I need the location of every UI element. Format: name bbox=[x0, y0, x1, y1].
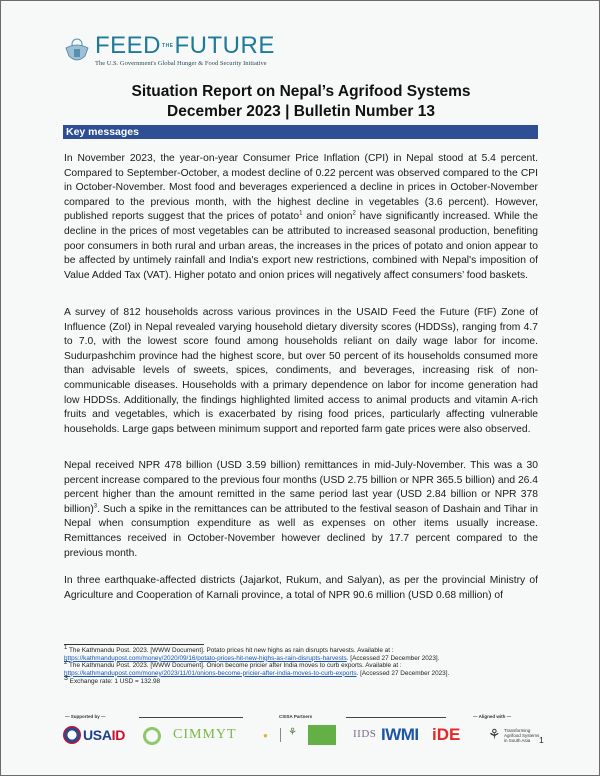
paragraph-household-survey: A survey of 812 households across various provinces in the USAID Feed the Future (FtF) Zone of Influence (ZoI) in Nepal revealed varying household dietary diversity scores (HDDSs), ranging from 4.7 to 7.0, with the lowest score found among households reliant on daily wage labor for income. Sudurpashchim province had the highest score, but over 50 percent of its households consumed more than advisable levels of sweets, spices, condiments, and beverages, increasing risk of non-communicable diseases. Households with a primary dependence on labor for income generation had low HDDSs. Additionally, the findings highlighted limited access to animal products and vitamin A-rich fruits and vegetables, which is exacerbated by rising food prices, particularly affecting vulnerable households. Large gaps between minimum support and reported farm gate prices were also observed. bbox=[64, 307, 538, 435]
paragraph-cpi bbox=[64, 152, 538, 283]
paragraph-text: Nepal received NPR 478 billion (USD 3.59 billion) remittances in mid-July-November. This was a 30 percent increase compared to the previous four months (USD 2.75 billion or NPR 365.5 billion) and 26.4 percent higher than the amount remitted in the same period last year (USD 2.84 billion or NPR 378 billion) bbox=[64, 460, 538, 515]
paragraph-text: have significantly increased. While the decline in the prices of most vegetables can be attributed to increased seasonal production, benefiting poor consumers in both rural and urban areas, the increases in the prices of potato and onion appear to be affected by untimely rainfall and India's export new restrictions, combined with Nepal's imposition of Value Added Tax (VAT). Higher potato and onion prices will negatively affect consumers’ food baskets. bbox=[64, 211, 538, 281]
footnote-1 bbox=[64, 644, 544, 662]
footnote-ref-1[interactable]: 1 bbox=[299, 210, 303, 217]
footnote-1-link[interactable]: https://kathmandupost.com/money/2020/09/16/potato-prices-hit-new-highs-as-rain-disrupts-harvests bbox=[64, 654, 347, 662]
footnote-text: The Kathmandu Post. 2023. [WWW Document]. Onion become pricier after India moves to curb exports. Available at : bbox=[67, 662, 402, 670]
aligned-with-label: — Aligned with — bbox=[473, 714, 512, 719]
section-heading-key-messages: Key messages bbox=[63, 125, 538, 139]
feed-the-future-logo bbox=[63, 34, 275, 67]
usaid-logo bbox=[63, 726, 125, 744]
csisa-partners-label: CSISA Partners bbox=[279, 714, 313, 719]
footnote-text: Exchange rate: 1 USD = 132.98 bbox=[67, 678, 161, 686]
paragraph-text: . Such a spike in the remittances can be attributed to the festival season of Dashain and Tihar in Nepal when consumption expenditure as well as expenses on other items usually increase. Remittances received in October-November however declined by 17.7 percent compared to the previous month. bbox=[64, 503, 538, 559]
footnote-number: 2 bbox=[64, 660, 68, 667]
footnote-text: . [Accessed 27 December 2023]. bbox=[346, 654, 440, 662]
usaid-seal-icon bbox=[63, 726, 81, 744]
supported-by-label: — Supported by — bbox=[65, 714, 106, 719]
cgiar-icon: ⚘ bbox=[488, 726, 501, 742]
footnote-ref-2[interactable]: 2 bbox=[352, 210, 356, 217]
page-number: 1 bbox=[539, 735, 544, 745]
ring-logo-icon bbox=[143, 727, 161, 745]
green-partner-logo bbox=[308, 725, 336, 745]
divider-line bbox=[139, 717, 243, 718]
iwmi-logo: IWMI bbox=[381, 725, 419, 744]
footnote-divider bbox=[64, 644, 204, 645]
partner-logos bbox=[63, 714, 543, 754]
cgiar-small-icon: ⚘ bbox=[288, 727, 297, 738]
footnote-3 bbox=[64, 675, 544, 686]
logo-feed: FEED bbox=[95, 32, 162, 59]
footnote-number: 1 bbox=[64, 644, 68, 651]
ide-logo: iDE bbox=[432, 725, 461, 744]
vertical-divider bbox=[280, 728, 281, 742]
us-seal-icon bbox=[63, 36, 91, 66]
cimmyt-logo: CIMMYT bbox=[173, 727, 237, 742]
transforming-agrifood-logo bbox=[504, 728, 539, 743]
iids-logo: IIDS bbox=[353, 728, 377, 740]
footnote-2-link[interactable]: https://kathmandupost.com/money/2023/11/01/onions-become-pricier-after-india-moves-to-curb-exports bbox=[64, 669, 357, 677]
taf-text: Transforming bbox=[504, 728, 531, 733]
paragraph-earthquake: In three earthquake-affected districts (Jajarkot, Rukum, and Salyan), as per the provincial Ministry of Agriculture and Cooperation of Karnali province, a total of NPR 90.6 million (USD 0.68 million) of bbox=[64, 575, 538, 601]
paragraph-remittances bbox=[64, 459, 538, 561]
logo-future: FUTURE bbox=[174, 32, 275, 59]
divider-line bbox=[346, 717, 446, 718]
logo-tagline: The U.S. Government's Global Hunger & Food Security Initiative bbox=[95, 60, 267, 67]
logo-the: THE bbox=[162, 42, 174, 49]
report-title: Situation Report on Nepal’s Agrifood Systems bbox=[131, 83, 471, 100]
footnotes bbox=[64, 644, 544, 686]
footnote-ref-3[interactable]: 3 bbox=[93, 503, 98, 510]
usaid-text: ID bbox=[111, 727, 126, 743]
footnote-text: The Kathmandu Post. 2023. [WWW Document]. Potato prices hit new highs as rain disrupts harvests. Available at : bbox=[67, 647, 394, 654]
taf-text: in South Asia bbox=[504, 738, 531, 743]
paragraph-text: and onion bbox=[302, 211, 353, 223]
usaid-text: USA bbox=[83, 727, 112, 743]
footnote-text: . [Accessed 27 December 2023]. bbox=[356, 669, 450, 677]
paragraph-text: In November 2023, the year-on-year Consumer Price Inflation (CPI) in Nepal stood at 5.4 percent. Compared to September-October, a modest decline of 0.22 percent was observed compared to the CPI in October-November. Most food and beverages experienced a decline in prices in October-November compared to the previous month, with the highest decline in vegetables (3.6 percent). However, published reports suggest that the prices of potato bbox=[64, 153, 538, 223]
report-subtitle: December 2023 | Bulletin Number 13 bbox=[167, 103, 435, 120]
cimmyt-dots-icon: ● bbox=[263, 731, 268, 740]
footnote-2 bbox=[64, 662, 544, 677]
footnote-number: 3 bbox=[64, 675, 68, 683]
taf-text: Agrifood Systems bbox=[504, 733, 540, 738]
